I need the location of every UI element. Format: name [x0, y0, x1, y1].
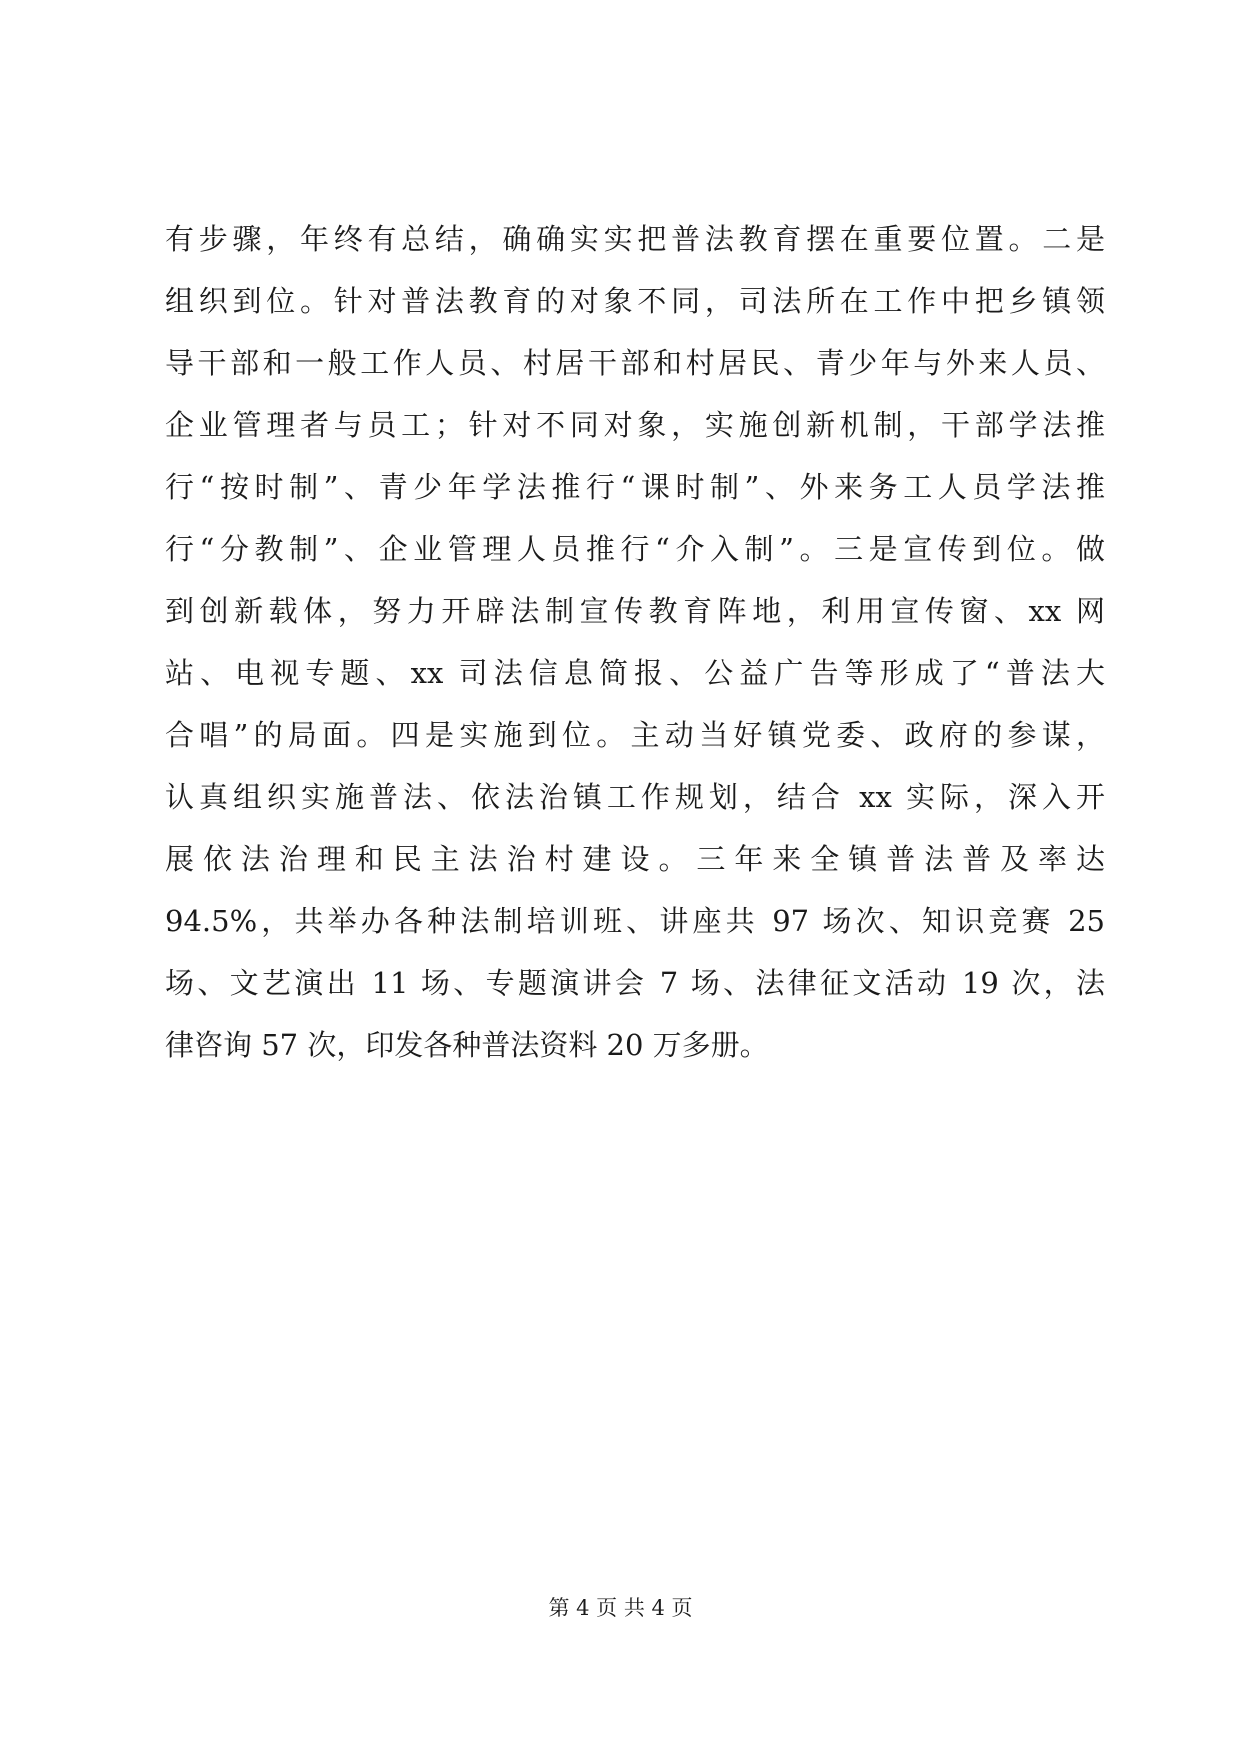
- body-line: 有步骤，年终有总结，确确实实把普法教育摆在重要位置。二是: [165, 222, 1105, 256]
- body-line: 94.5%，共举办各种法制培训班、讲座共 97 场次、知识竞赛 25: [165, 904, 1105, 938]
- body-line: 组织到位。针对普法教育的对象不同，司法所在工作中把乡镇领: [165, 284, 1105, 318]
- body-line: 展依法治理和民主法治村建设。三年来全镇普法普及率达: [165, 842, 1105, 876]
- body-line: 站、电视专题、xx 司法信息简报、公益广告等形成了“普法大: [165, 656, 1105, 690]
- body-line: 行“按时制”、青少年学法推行“课时制”、外来务工人员学法推: [165, 470, 1105, 504]
- body-line: 认真组织实施普法、依法治镇工作规划，结合 xx 实际，深入开: [165, 780, 1105, 814]
- page-footer: 第 4 页 共 4 页: [548, 1596, 693, 1620]
- body-line: 到创新载体，努力开辟法制宣传教育阵地，利用宣传窗、xx 网: [165, 594, 1105, 628]
- body-line: 导干部和一般工作人员、村居干部和村居民、青少年与外来人员、: [165, 346, 1105, 380]
- body-line: 行“分教制”、企业管理人员推行“介入制”。三是宣传到位。做: [165, 532, 1105, 566]
- body-line: 场、文艺演出 11 场、专题演讲会 7 场、法律征文活动 19 次，法: [165, 966, 1105, 1000]
- body-paragraph: [165, 208, 1105, 1076]
- body-line: 企业管理者与员工；针对不同对象，实施创新机制，干部学法推: [165, 408, 1105, 442]
- body-line: 律咨询 57 次，印发各种普法资料 20 万多册。: [165, 1028, 769, 1062]
- body-line: 合唱”的局面。四是实施到位。主动当好镇党委、政府的参谋，: [165, 718, 1105, 752]
